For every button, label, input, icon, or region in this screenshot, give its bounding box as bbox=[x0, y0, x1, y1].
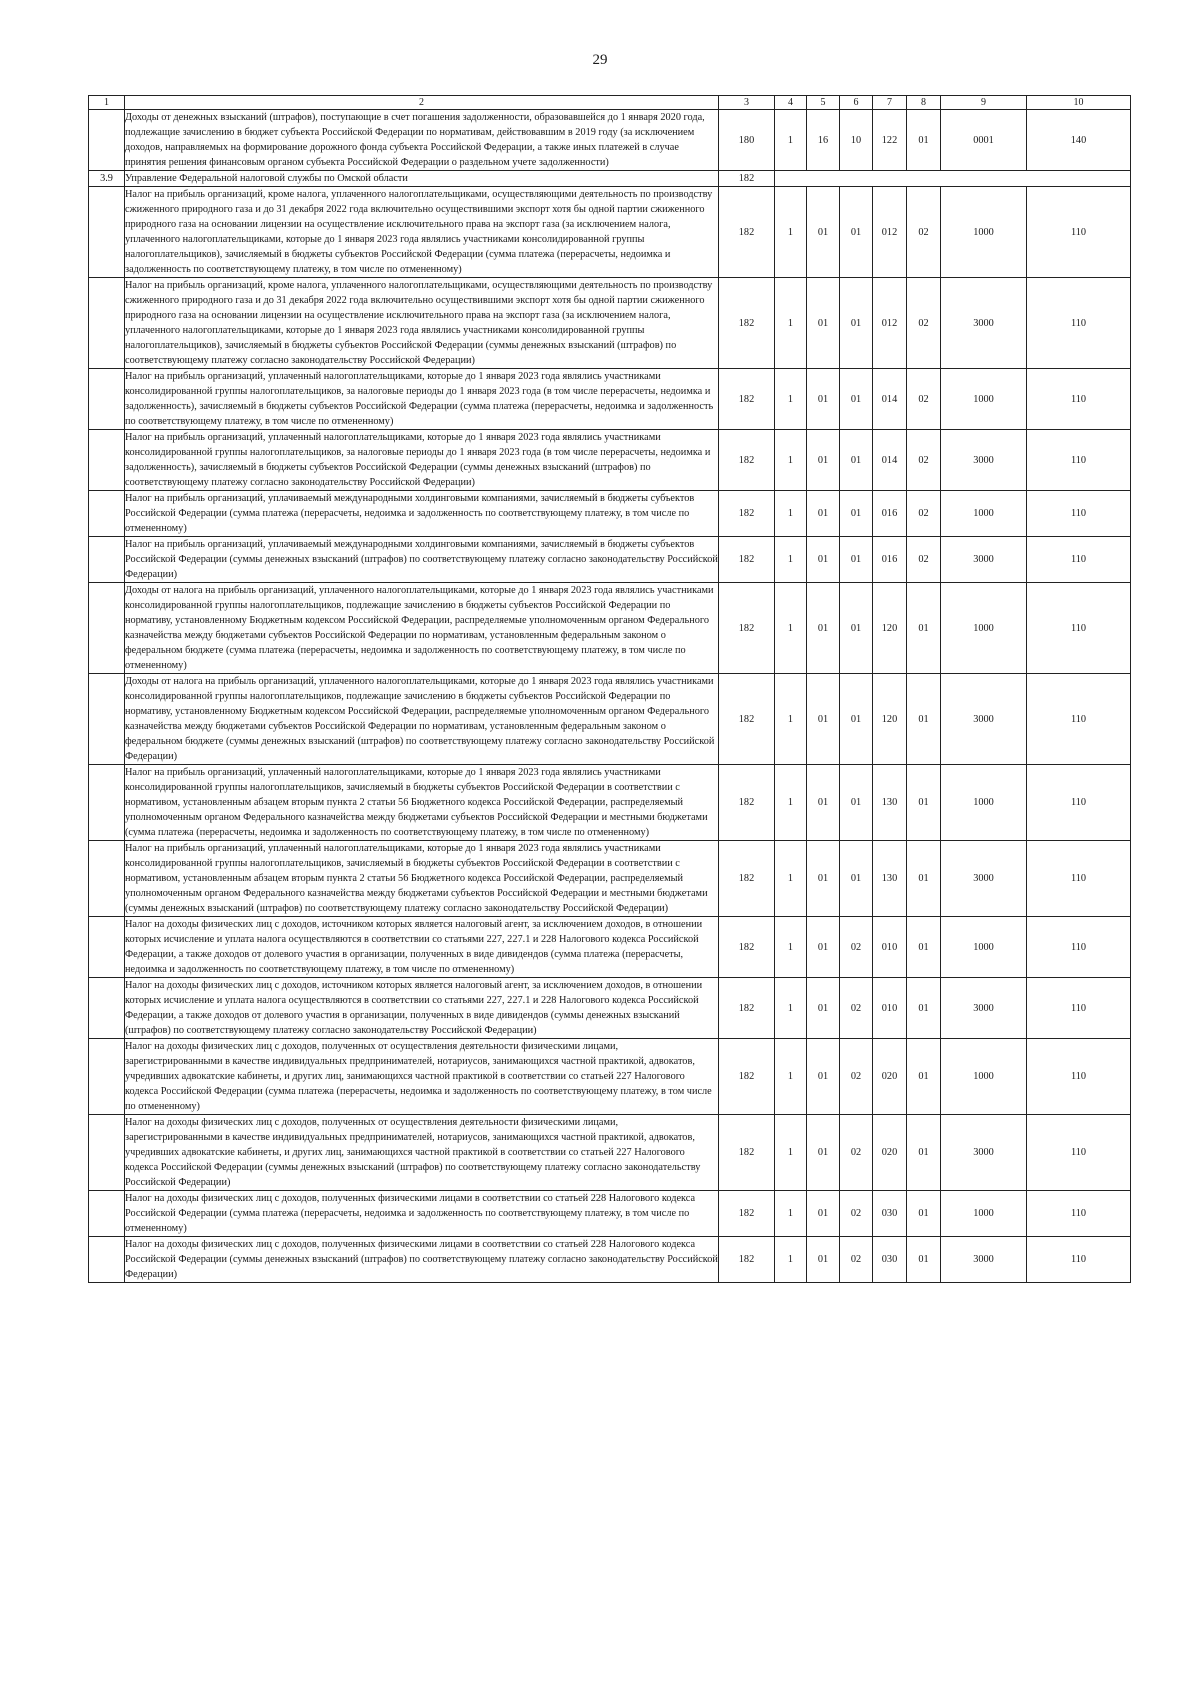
code-cell: 01 bbox=[807, 765, 840, 841]
code-cell: 01 bbox=[840, 430, 873, 491]
code-cell: 01 bbox=[840, 765, 873, 841]
revenue-name-cell: Налог на прибыль организаций, уплачиваемый международными холдинговыми компаниями, зачисляемый в бюджеты субъектов Российской Федерации (суммы денежных взысканий (штрафов) по соответствующему платежу согласно законодательству Российской Федерации) bbox=[125, 537, 719, 583]
revenue-name-cell: Налог на прибыль организаций, уплачиваемый международными холдинговыми компаниями, зачисляемый в бюджеты субъектов Российской Федерации (сумма платежа (перерасчеты, недоимка и задолженность по соответствующему платежу, в том числе по отмененному) bbox=[125, 491, 719, 537]
code-cell: 01 bbox=[807, 187, 840, 278]
code-cell: 01 bbox=[840, 278, 873, 369]
table-row bbox=[89, 537, 1131, 583]
admin-code-cell: 182 bbox=[719, 171, 775, 187]
row-number-cell bbox=[89, 917, 125, 978]
header-cell: 5 bbox=[807, 96, 840, 110]
revenue-name-cell: Налог на доходы физических лиц с доходов, источником которых является налоговый агент, за исключением доходов, в отношении которых исчисление и уплата налога осуществляются в соответствии со статьями 227, 227.1 и 228 Налогового кодекса Российской Федерации, а также доходов от долевого участия в организации, полученных в виде дивидендов (сумма платежа (перерасчеты, недоимка и задолженность по соответствующему платежу, в том числе по отмененному) bbox=[125, 917, 719, 978]
code-cell: 182 bbox=[719, 1237, 775, 1283]
code-cell: 01 bbox=[840, 537, 873, 583]
header-cell: 9 bbox=[941, 96, 1027, 110]
code-cell: 110 bbox=[1027, 978, 1131, 1039]
revenue-name-cell: Доходы от налога на прибыль организаций, уплаченного налогоплательщиками, которые до 1 января 2023 года являлись участниками консолидированной группы налогоплательщиков, подлежащие зачислению в бюджеты субъектов Российской Федерации по нормативу, установленному Бюджетным кодексом Российской Федерации, распределяемые уполномоченным органом Федерального казначейства между бюджетами субъектов Российской Федерации по нормативам, установленным федеральным законом о федеральном бюджете (суммы денежных взысканий (штрафов) по соответствующему платежу согласно законодательству Российской Федерации) bbox=[125, 674, 719, 765]
code-cell: 1000 bbox=[941, 187, 1027, 278]
row-number-cell bbox=[89, 430, 125, 491]
code-cell: 01 bbox=[807, 917, 840, 978]
budget-classification-table bbox=[88, 95, 1131, 1283]
code-cell: 120 bbox=[873, 583, 907, 674]
table-row bbox=[89, 187, 1131, 278]
revenue-name-cell: Налог на прибыль организаций, уплаченный налогоплательщиками, которые до 1 января 2023 года являлись участниками консолидированной группы налогоплательщиков, зачисляемый в бюджеты субъектов Российской Федерации в соответствии с нормативом, установленным абзацем вторым пункта 2 статьи 56 Бюджетного кодекса Российской Федерации, распределяемый уполномоченным органом Федерального казначейства между бюджетами субъектов Российской Федерации и местными бюджетами (суммы денежных взысканий (штрафов) по соответствующему платежу согласно законодательству Российской Федерации) bbox=[125, 841, 719, 917]
code-cell: 3000 bbox=[941, 674, 1027, 765]
table-row bbox=[89, 765, 1131, 841]
code-cell: 016 bbox=[873, 491, 907, 537]
revenue-name-cell: Налог на доходы физических лиц с доходов, источником которых является налоговый агент, за исключением доходов, в отношении которых исчисление и уплата налога осуществляются в соответствии со статьями 227, 227.1 и 228 Налогового кодекса Российской Федерации, а также доходов от долевого участия в организации, полученных в виде дивидендов (суммы денежных взысканий (штрафов) по соответствующему платежу согласно законодательству Российской Федерации) bbox=[125, 978, 719, 1039]
table-row bbox=[89, 369, 1131, 430]
header-cell: 6 bbox=[840, 96, 873, 110]
code-cell: 01 bbox=[840, 841, 873, 917]
code-cell: 01 bbox=[807, 491, 840, 537]
code-cell: 182 bbox=[719, 1039, 775, 1115]
code-cell: 01 bbox=[807, 1237, 840, 1283]
code-cell: 140 bbox=[1027, 110, 1131, 171]
table-row bbox=[89, 674, 1131, 765]
code-cell: 182 bbox=[719, 369, 775, 430]
code-cell: 01 bbox=[807, 278, 840, 369]
code-cell: 02 bbox=[840, 917, 873, 978]
code-cell: 110 bbox=[1027, 491, 1131, 537]
revenue-name-cell: Налог на прибыль организаций, уплаченный налогоплательщиками, которые до 1 января 2023 года являлись участниками консолидированной группы налогоплательщиков, за налоговые периоды до 1 января 2023 года (в том числе перерасчеты, недоимка и задолженность), зачисляемый в бюджеты субъектов Российской Федерации (сумма платежа (перерасчеты, недоимка и задолженность по соответствующему платежу, в том числе по отмененному) bbox=[125, 369, 719, 430]
code-cell: 1 bbox=[775, 917, 807, 978]
code-cell: 110 bbox=[1027, 765, 1131, 841]
code-cell: 010 bbox=[873, 978, 907, 1039]
section-header-row bbox=[89, 171, 1131, 187]
page-number: 29 bbox=[592, 52, 608, 68]
code-cell: 01 bbox=[840, 369, 873, 430]
code-cell: 1 bbox=[775, 1115, 807, 1191]
row-number-cell bbox=[89, 765, 125, 841]
row-number-cell bbox=[89, 841, 125, 917]
code-cell: 01 bbox=[907, 978, 941, 1039]
revenue-name-cell: Налог на доходы физических лиц с доходов, полученных физическими лицами в соответствии со статьей 228 Налогового кодекса Российской Федерации (сумма платежа (перерасчеты, недоимка и задолженность по соответствующему платежу, в том числе по отмененному) bbox=[125, 1191, 719, 1237]
revenue-name-cell: Доходы от денежных взысканий (штрафов), поступающие в счет погашения задолженности, образовавшейся до 1 января 2020 года, подлежащие зачислению в бюджет субъекта Российской Федерации по нормативам, действовавшим в 2019 году (за исключением доходов, направляемых на формирование дорожного фонда субъекта Российской Федерации, а также иных платежей в случае принятия решения финансовым органом субъекта Российской Федерации о раздельном учете задолженности) bbox=[125, 110, 719, 171]
code-cell: 110 bbox=[1027, 369, 1131, 430]
code-cell: 110 bbox=[1027, 537, 1131, 583]
header-cell: 2 bbox=[125, 96, 719, 110]
header-cell: 1 bbox=[89, 96, 125, 110]
table-row bbox=[89, 1191, 1131, 1237]
code-cell: 02 bbox=[840, 1237, 873, 1283]
code-cell: 02 bbox=[907, 278, 941, 369]
code-cell: 110 bbox=[1027, 917, 1131, 978]
code-cell: 010 bbox=[873, 917, 907, 978]
code-cell: 110 bbox=[1027, 430, 1131, 491]
row-number-cell: 3.9 bbox=[89, 171, 125, 187]
code-cell: 01 bbox=[807, 583, 840, 674]
row-number-cell bbox=[89, 1039, 125, 1115]
code-cell: 1000 bbox=[941, 917, 1027, 978]
table-row bbox=[89, 1039, 1131, 1115]
code-cell: 182 bbox=[719, 674, 775, 765]
code-cell: 3000 bbox=[941, 978, 1027, 1039]
code-cell: 01 bbox=[907, 917, 941, 978]
revenue-name-cell: Налог на прибыль организаций, кроме налога, уплаченного налогоплательщиками, осуществляющими деятельность по производству сжиженного природного газа и до 31 декабря 2022 года включительно осуществившими экспорт хотя бы одной партии сжиженного природного газа на основании лицензии на осуществление исключительного права на экспорт газа (за исключением налога, уплаченного налогоплательщиками, которые до 1 января 2023 года являлись участниками консолидированной группы налогоплательщиков), зачисляемый в бюджеты субъектов Российской Федерации (суммы денежных взысканий (штрафов) по соответствующему платежу согласно законодательству Российской Федерации) bbox=[125, 278, 719, 369]
code-cell: 120 bbox=[873, 674, 907, 765]
code-cell: 3000 bbox=[941, 1237, 1027, 1283]
code-cell: 01 bbox=[907, 1237, 941, 1283]
code-cell: 1 bbox=[775, 187, 807, 278]
row-number-cell bbox=[89, 1237, 125, 1283]
code-cell: 01 bbox=[807, 841, 840, 917]
code-cell: 01 bbox=[807, 1115, 840, 1191]
row-number-cell bbox=[89, 978, 125, 1039]
code-cell: 02 bbox=[907, 369, 941, 430]
code-cell: 3000 bbox=[941, 278, 1027, 369]
code-cell: 01 bbox=[907, 1191, 941, 1237]
revenue-name-cell: Доходы от налога на прибыль организаций, уплаченного налогоплательщиками, которые до 1 января 2023 года являлись участниками консолидированной группы налогоплательщиков, подлежащие зачислению в бюджеты субъектов Российской Федерации по нормативу, установленному Бюджетным кодексом Российской Федерации, распределяемые уполномоченным органом Федерального казначейства между бюджетами субъектов Российской Федерации по нормативам, установленным федеральным законом о федеральном бюджете (сумма платежа (перерасчеты, недоимка и задолженность по соответствующему платежу, в том числе по отмененному) bbox=[125, 583, 719, 674]
code-cell: 01 bbox=[807, 1039, 840, 1115]
code-cell: 110 bbox=[1027, 1039, 1131, 1115]
code-cell: 01 bbox=[807, 674, 840, 765]
code-cell: 1 bbox=[775, 674, 807, 765]
code-cell: 014 bbox=[873, 369, 907, 430]
code-cell: 01 bbox=[907, 765, 941, 841]
code-cell: 1000 bbox=[941, 1039, 1027, 1115]
revenue-name-cell: Налог на доходы физических лиц с доходов, полученных от осуществления деятельности физическими лицами, зарегистрированными в качестве индивидуальных предпринимателей, нотариусов, занимающихся частной практикой, адвокатов, учредивших адвокатские кабинеты, и других лиц, занимающихся частной практикой в соответствии со статьей 227 Налогового кодекса Российской Федерации (суммы денежных взысканий (штрафов) по соответствующему платежу согласно законодательству Российской Федерации) bbox=[125, 1115, 719, 1191]
row-number-cell bbox=[89, 491, 125, 537]
code-cell: 180 bbox=[719, 110, 775, 171]
code-cell: 1 bbox=[775, 369, 807, 430]
code-cell: 1000 bbox=[941, 765, 1027, 841]
code-cell: 3000 bbox=[941, 537, 1027, 583]
table-row bbox=[89, 917, 1131, 978]
code-cell: 0001 bbox=[941, 110, 1027, 171]
table-row bbox=[89, 1237, 1131, 1283]
code-cell: 182 bbox=[719, 278, 775, 369]
code-cell: 182 bbox=[719, 491, 775, 537]
code-cell: 01 bbox=[907, 110, 941, 171]
header-cell: 10 bbox=[1027, 96, 1131, 110]
code-cell: 1 bbox=[775, 110, 807, 171]
code-cell: 182 bbox=[719, 841, 775, 917]
code-cell: 16 bbox=[807, 110, 840, 171]
code-cell: 110 bbox=[1027, 278, 1131, 369]
code-cell: 02 bbox=[907, 187, 941, 278]
code-cell: 3000 bbox=[941, 430, 1027, 491]
code-cell: 01 bbox=[807, 978, 840, 1039]
code-cell: 01 bbox=[907, 1039, 941, 1115]
code-cell: 01 bbox=[907, 583, 941, 674]
row-number-cell bbox=[89, 369, 125, 430]
code-cell: 182 bbox=[719, 537, 775, 583]
code-cell: 182 bbox=[719, 978, 775, 1039]
row-number-cell bbox=[89, 583, 125, 674]
code-cell: 020 bbox=[873, 1039, 907, 1115]
code-cell: 016 bbox=[873, 537, 907, 583]
code-cell: 3000 bbox=[941, 841, 1027, 917]
code-cell: 1000 bbox=[941, 369, 1027, 430]
code-cell: 182 bbox=[719, 765, 775, 841]
code-cell: 030 bbox=[873, 1191, 907, 1237]
code-cell: 02 bbox=[907, 430, 941, 491]
row-number-cell bbox=[89, 537, 125, 583]
table-row bbox=[89, 1115, 1131, 1191]
code-cell: 01 bbox=[807, 430, 840, 491]
code-cell: 01 bbox=[807, 537, 840, 583]
header-cell: 3 bbox=[719, 96, 775, 110]
code-cell: 020 bbox=[873, 1115, 907, 1191]
code-cell: 122 bbox=[873, 110, 907, 171]
code-cell: 02 bbox=[907, 537, 941, 583]
empty-code-span bbox=[775, 171, 1131, 187]
table-row bbox=[89, 278, 1131, 369]
code-cell: 110 bbox=[1027, 1191, 1131, 1237]
code-cell: 012 bbox=[873, 278, 907, 369]
code-cell: 01 bbox=[907, 1115, 941, 1191]
code-cell: 110 bbox=[1027, 1237, 1131, 1283]
code-cell: 182 bbox=[719, 187, 775, 278]
code-cell: 3000 bbox=[941, 1115, 1027, 1191]
revenue-name-cell: Налог на доходы физических лиц с доходов, полученных физическими лицами в соответствии со статьей 228 Налогового кодекса Российской Федерации (суммы денежных взысканий (штрафов) по соответствующему платежу согласно законодательству Российской Федерации) bbox=[125, 1237, 719, 1283]
table-row bbox=[89, 430, 1131, 491]
table-row bbox=[89, 110, 1131, 171]
code-cell: 01 bbox=[907, 674, 941, 765]
code-cell: 130 bbox=[873, 765, 907, 841]
row-number-cell bbox=[89, 674, 125, 765]
row-number-cell bbox=[89, 110, 125, 171]
row-number-cell bbox=[89, 1115, 125, 1191]
code-cell: 02 bbox=[907, 491, 941, 537]
code-cell: 182 bbox=[719, 583, 775, 674]
code-cell: 1 bbox=[775, 583, 807, 674]
table-row bbox=[89, 583, 1131, 674]
table-row bbox=[89, 491, 1131, 537]
code-cell: 1000 bbox=[941, 491, 1027, 537]
table-row bbox=[89, 978, 1131, 1039]
header-cell: 8 bbox=[907, 96, 941, 110]
code-cell: 1000 bbox=[941, 583, 1027, 674]
header-row bbox=[89, 96, 1131, 110]
code-cell: 01 bbox=[840, 187, 873, 278]
code-cell: 02 bbox=[840, 1039, 873, 1115]
code-cell: 1 bbox=[775, 491, 807, 537]
code-cell: 130 bbox=[873, 841, 907, 917]
revenue-name-cell: Налог на прибыль организаций, уплаченный налогоплательщиками, которые до 1 января 2023 года являлись участниками консолидированной группы налогоплательщиков, за налоговые периоды до 1 января 2023 года (в том числе перерасчеты, недоимка и задолженность), зачисляемый в бюджеты субъектов Российской Федерации (суммы денежных взысканий (штрафов) по соответствующему платежу согласно законодательству Российской Федерации) bbox=[125, 430, 719, 491]
code-cell: 02 bbox=[840, 978, 873, 1039]
code-cell: 1 bbox=[775, 1039, 807, 1115]
code-cell: 10 bbox=[840, 110, 873, 171]
row-number-cell bbox=[89, 1191, 125, 1237]
row-number-cell bbox=[89, 187, 125, 278]
code-cell: 01 bbox=[840, 491, 873, 537]
code-cell: 1 bbox=[775, 841, 807, 917]
code-cell: 030 bbox=[873, 1237, 907, 1283]
code-cell: 1 bbox=[775, 537, 807, 583]
code-cell: 110 bbox=[1027, 187, 1131, 278]
code-cell: 110 bbox=[1027, 1115, 1131, 1191]
code-cell: 02 bbox=[840, 1115, 873, 1191]
code-cell: 1000 bbox=[941, 1191, 1027, 1237]
code-cell: 182 bbox=[719, 1115, 775, 1191]
revenue-name-cell: Управление Федеральной налоговой службы по Омской области bbox=[125, 171, 719, 187]
code-cell: 1 bbox=[775, 278, 807, 369]
code-cell: 1 bbox=[775, 430, 807, 491]
code-cell: 1 bbox=[775, 1237, 807, 1283]
code-cell: 182 bbox=[719, 1191, 775, 1237]
code-cell: 1 bbox=[775, 1191, 807, 1237]
code-cell: 02 bbox=[840, 1191, 873, 1237]
row-number-cell bbox=[89, 278, 125, 369]
code-cell: 01 bbox=[807, 1191, 840, 1237]
code-cell: 1 bbox=[775, 765, 807, 841]
code-cell: 110 bbox=[1027, 583, 1131, 674]
code-cell: 182 bbox=[719, 430, 775, 491]
revenue-name-cell: Налог на прибыль организаций, кроме налога, уплаченного налогоплательщиками, осуществляющими деятельность по производству сжиженного природного газа и до 31 декабря 2022 года включительно осуществившими экспорт хотя бы одной партии сжиженного природного газа на основании лицензии на осуществление исключительного права на экспорт газа (за исключением налога, уплаченного налогоплательщиками, которые до 1 января 2023 года являлись участниками консолидированной группы налогоплательщиков), зачисляемый в бюджеты субъектов Российской Федерации (сумма платежа (перерасчеты, недоимка и задолженность по соответствующему платежу, в том числе по отмененному) bbox=[125, 187, 719, 278]
code-cell: 014 bbox=[873, 430, 907, 491]
revenue-name-cell: Налог на прибыль организаций, уплаченный налогоплательщиками, которые до 1 января 2023 года являлись участниками консолидированной группы налогоплательщиков, зачисляемый в бюджеты субъектов Российской Федерации в соответствии с нормативом, установленным абзацем вторым пункта 2 статьи 56 Бюджетного кодекса Российской Федерации, распределяемый уполномоченным органом Федерального казначейства между бюджетами субъектов Российской Федерации и местными бюджетами (сумма платежа (перерасчеты, недоимка и задолженность по соответствующему платежу, в том числе по отмененному) bbox=[125, 765, 719, 841]
code-cell: 01 bbox=[840, 583, 873, 674]
table-row bbox=[89, 841, 1131, 917]
code-cell: 1 bbox=[775, 978, 807, 1039]
revenue-name-cell: Налог на доходы физических лиц с доходов, полученных от осуществления деятельности физическими лицами, зарегистрированными в качестве индивидуальных предпринимателей, нотариусов, занимающихся частной практикой, адвокатов, учредивших адвокатские кабинеты, и других лиц, занимающихся частной практикой в соответствии со статьей 227 Налогового кодекса Российской Федерации (сумма платежа (перерасчеты, недоимка и задолженность по соответствующему платежу, в том числе по отмененному) bbox=[125, 1039, 719, 1115]
code-cell: 01 bbox=[840, 674, 873, 765]
header-cell: 4 bbox=[775, 96, 807, 110]
code-cell: 01 bbox=[807, 369, 840, 430]
code-cell: 110 bbox=[1027, 674, 1131, 765]
code-cell: 182 bbox=[719, 917, 775, 978]
code-cell: 012 bbox=[873, 187, 907, 278]
header-cell: 7 bbox=[873, 96, 907, 110]
code-cell: 01 bbox=[907, 841, 941, 917]
code-cell: 110 bbox=[1027, 841, 1131, 917]
